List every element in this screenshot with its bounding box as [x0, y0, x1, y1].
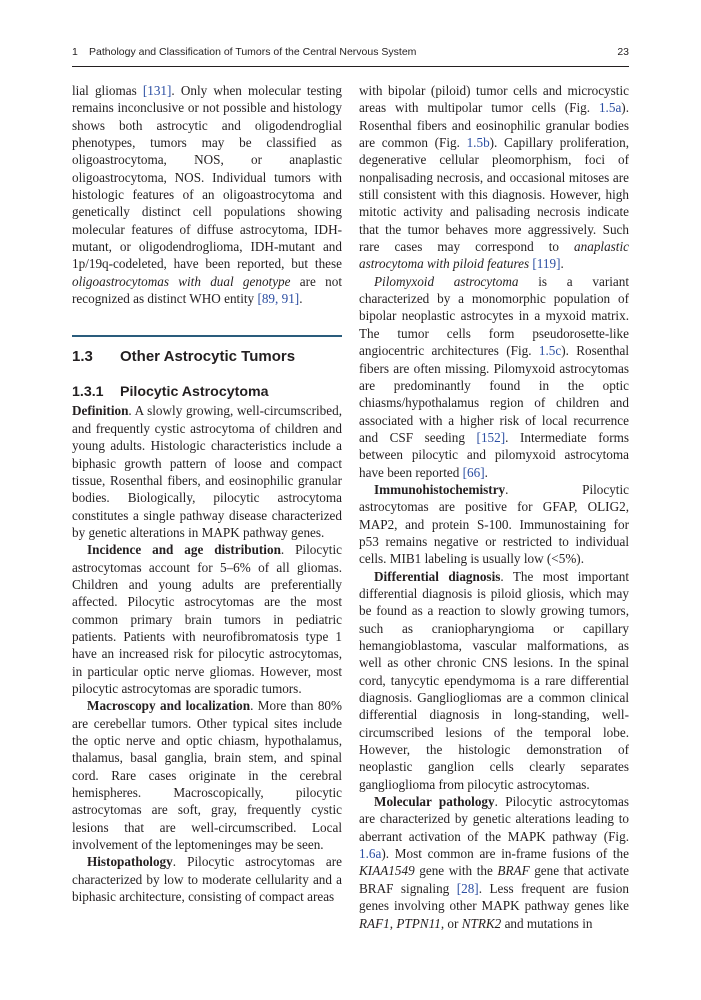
italic-term: anaplastic astrocytoma with piloid features — [359, 239, 629, 272]
paragraph-immunohistochemistry — [359, 481, 629, 568]
figure-link[interactable]: 1.5b — [466, 135, 490, 151]
subsection-title: Pilocytic Astrocytoma — [120, 384, 269, 401]
page-number: 23 — [617, 46, 629, 58]
paragraph-histopathology — [72, 853, 342, 905]
gene-name: RAF1 — [359, 915, 390, 931]
gene-name: NTRK2 — [461, 915, 502, 931]
text-run: . Only when molecular testing remains inconclusive or not possible and histology shows both astrocytic and oligodendroglial phenotypes, tumors may be classified as oligoastrocytoma, NOS, or anaplastic oligoastrocytoma, NOS. Individual tumors with histologic features of an oligoastrocytoma and genetically distinct cell populations showing molecular features of diffuse astrocytoma, IDH-mutant, or oligodendroglioma, IDH-mutant and 1p/19q-codeleted, have been reported, but these — [72, 83, 343, 272]
text-run: . More than 80% are cerebellar tumors. Other typical sites include the optic nerve and optic chiasm, hypothalamus, thalamus, basal ganglia, brain stem, and spinal cord. Rare cases originate in the cerebral hemispheres. Macroscopically, pilocytic astrocytomas are soft, gray, frequently cystic lesions that are well-circumscribed. Local involvement of the leptomeninges may be seen. — [72, 698, 342, 853]
citation-link[interactable]: [89, 91] — [257, 291, 300, 307]
chapter-title: Pathology and Classification of Tumors of the Central Nervous System — [89, 46, 417, 58]
paragraph-pilomyxoid — [359, 273, 629, 481]
text-run: . A slowly growing, well-circumscribed, and frequently cystic astrocytoma of children and young adults. Histologic characteristics include a biphasic growth pattern of loose and compact tissue, Rosenthal fibers, and eosinophilic granular bodies. Biologically, pilocytic astrocytoma constitutes a single pathway disease characterized by genetic alterations in MAPK pathway genes. — [72, 403, 342, 540]
text-run: and mutations in — [501, 915, 593, 931]
section-number: 1.3 — [72, 348, 93, 366]
section-heading — [72, 347, 342, 367]
text-run: . Intermediate forms between pilocytic and pilomyxoid astrocytoma have been reported — [359, 429, 629, 480]
text-run: ). Rosenthal fibers are often missing. Pilomyxoid astrocytomas are predominantly found in the optic chiasms/hypothalamus region of children and associated with a higher risk of local recurrence and CSF seeding — [359, 343, 630, 445]
gene-name: BRAF — [497, 863, 530, 879]
text-run: . Pilocytic astrocytomas are characterized by genetic alterations leading to aberrant activation of the MAPK pathway (Fig. — [359, 794, 630, 844]
section-title: Other Astrocytic Tumors — [120, 348, 296, 366]
citation-link[interactable]: [152] — [476, 429, 506, 445]
run-in-heading: Histopathology — [87, 854, 173, 870]
text-run: is a variant characterized by a monomorphic population of bipolar neoplastic astrocytes in a myxoid matrix. The tumor cells form pseudorosette-like angiocentric architectures (Fig. — [359, 273, 629, 359]
figure-link[interactable]: 1.5a — [598, 100, 622, 116]
chapter-number: 1 — [72, 46, 78, 58]
section-divider — [72, 335, 342, 337]
text-run: , — [389, 915, 397, 931]
run-in-heading: Macroscopy and localization — [87, 698, 251, 714]
header-divider — [72, 66, 629, 67]
text-run: . — [560, 256, 564, 272]
text-run: gene that activate BRAF signaling — [359, 863, 630, 896]
paragraph-histopathology-cont — [359, 82, 629, 273]
text-run: gene with the — [414, 863, 498, 879]
run-in-heading: Definition — [72, 403, 129, 419]
citation-link[interactable]: [119] — [532, 256, 561, 272]
italic-term: oligoastrocytomas with dual genotype — [72, 273, 291, 289]
subsection-number: 1.3.1 — [72, 384, 104, 401]
gene-name: KIAA1549 — [359, 863, 415, 879]
paragraph-molecular — [359, 793, 629, 932]
text-run: . Pilocytic astrocytomas account for 5–6% of all gliomas. Children and young adults are preferentially affected. Pilocytic astrocytomas are the most common primary brain tumors in pediatric patients. Patients with neurofibromatosis type 1 have an increased risk for pilocytic astrocytomas, in particular optic nerve gliomas. However, most pilocytic astrocytomas are sporadic tumors. — [72, 542, 342, 696]
text-run: ). Rosenthal fibers and eosinophilic granular bodies are common (Fig. — [359, 100, 629, 151]
citation-link[interactable]: [66] — [462, 464, 485, 480]
paragraph-incidence — [72, 541, 342, 697]
text-run: are not recognized as distinct WHO entity — [72, 273, 342, 307]
citation-link[interactable]: [131] — [142, 83, 172, 98]
paragraph-differential — [359, 568, 629, 793]
text-run: . Pilocytic astrocytomas are positive for GFAP, OLIG2, MAP2, and protein S-100. Immunostaining for p53 remains negative or restricted to individual cells. MIB1 labeling is usually low (<5%). — [359, 481, 629, 567]
text-run: . Pilocytic astrocytomas are characterized by low to moderate cellularity and a biphasic architecture, consisting of compact areas — [72, 854, 342, 905]
gene-name: PTPN11 — [396, 915, 441, 931]
text-run: with bipolar (piloid) tumor cells and microcystic areas with multipolar tumor cells (Fig. — [359, 83, 629, 116]
paragraph-definition — [72, 402, 342, 541]
left-column — [72, 82, 342, 905]
figure-link[interactable]: 1.6a — [359, 846, 382, 862]
subsection-heading — [72, 382, 342, 402]
text-run: ). Most common are in-frame fusions of the — [381, 846, 629, 862]
paragraph-macroscopy — [72, 697, 342, 853]
run-in-heading: Immunohistochemistry — [374, 481, 506, 497]
text-run: . Less frequent are fusion genes involving other MAPK pathway genes like — [359, 880, 629, 914]
paragraph-oligoastrocytoma — [72, 82, 342, 307]
text-run: , or — [440, 915, 462, 931]
run-in-heading: Differential diagnosis — [374, 568, 501, 584]
text-run: . The most important differential diagnosis is piloid gliosis, which may be found as a reaction to slowly growing tumors, such as craniopharyngioma or capillary hemangioblastoma, vascular malformations, as well as other chronic CNS lesions. In the spinal cord, tanycytic ependymoma is a rare differential diagnosis. Gangliogliomas are a common clinical differential diagnosis in long-standing, well-circumscribed lesions of the temporal lobe. However, the histologic demonstration of neoplastic ganglion cells clearly separates ganglioglioma from pilocytic astrocytomas. — [359, 568, 630, 792]
citation-link[interactable]: [28] — [456, 880, 479, 896]
figure-link[interactable]: 1.5c — [538, 343, 562, 359]
running-header — [72, 46, 629, 64]
italic-term: Pilomyxoid astrocytoma — [374, 273, 519, 289]
right-column — [359, 82, 629, 932]
text-run: ). Capillary proliferation, degenerative cellular pleomorphism, foci of nonpalisading necrosis, and occasional mitoses are still consistent with this diagnosis. However, high mitotic activity and palisading necrosis indicate that the tumor behaves more aggressively. Such rare cases may correspond to — [359, 135, 629, 255]
run-in-heading: Incidence and age distribution — [87, 542, 281, 558]
text-run: . — [484, 464, 488, 480]
run-in-heading: Molecular pathology — [374, 794, 495, 810]
text-run: lial gliomas — [72, 83, 143, 98]
text-run: . — [299, 291, 303, 307]
